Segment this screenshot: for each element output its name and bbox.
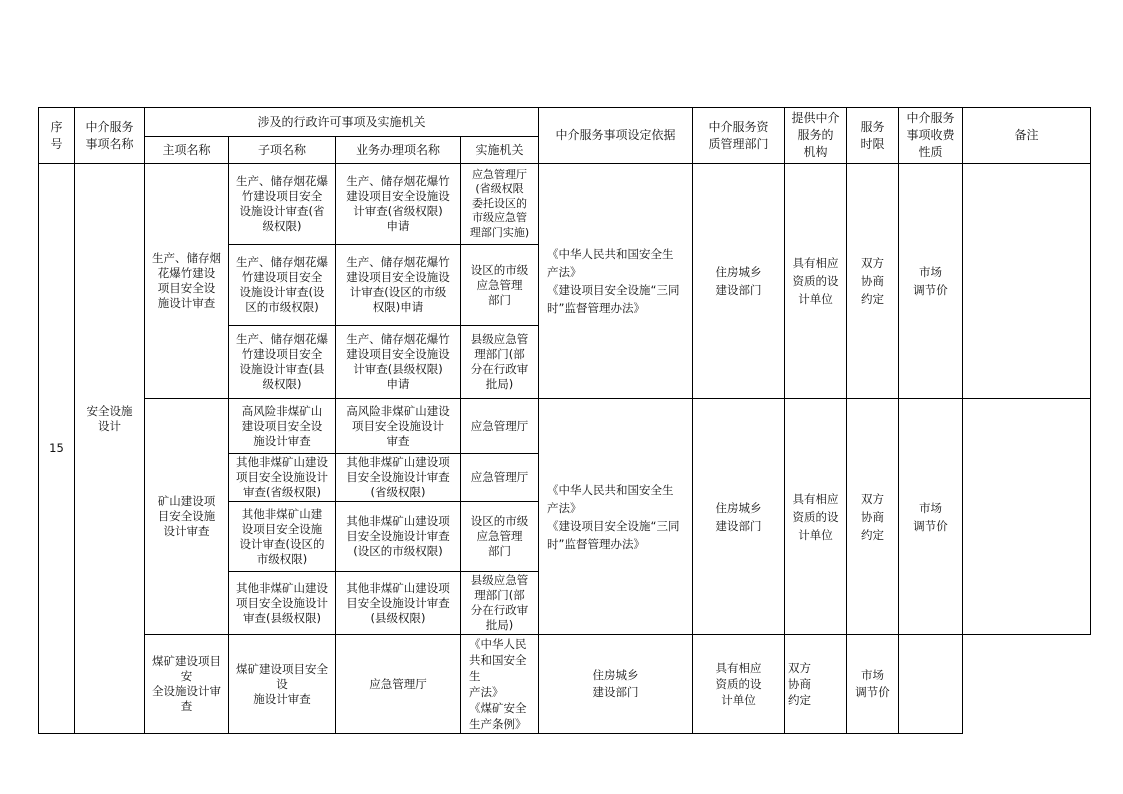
business-item: 煤矿建设项目安全设 施设计审查 — [229, 635, 336, 734]
agency: 应急管理厅 (省级权限 委托设区的 市级应急管 理部门实施) — [461, 164, 539, 245]
remarks — [963, 399, 1091, 635]
header-sub-item: 子项名称 — [229, 137, 336, 164]
time-limit: 双方 协商 约定 — [785, 635, 847, 734]
provider: 具有相应 资质的设 计单位 — [785, 399, 847, 635]
business-item: 其他非煤矿山建设项 目安全设施设计审查 (省级权限) — [336, 454, 461, 502]
sub-item: 生产、储存烟花爆 竹建设项目安全 设施设计审查(县 级权限) — [229, 326, 336, 399]
business-item: 生产、储存烟花爆竹 建设项目安全设施设 计审查(设区的市级 权限)申请 — [336, 245, 461, 326]
main-item-fireworks: 生产、储存烟 花爆竹建设 项目安全设 施设计审查 — [145, 164, 229, 399]
qualification-dept: 住房城乡 建设部门 — [693, 164, 785, 399]
provider: 具有相应 资质的设 计单位 — [785, 164, 847, 399]
header-main-item: 主项名称 — [145, 137, 229, 164]
qualification-dept: 住房城乡 建设部门 — [539, 635, 693, 734]
agency: 应急管理厅 — [336, 635, 461, 734]
header-qualification-dept: 中介服务资 质管理部门 — [693, 108, 785, 164]
fee-nature: 市场 调节价 — [899, 399, 963, 635]
header-service-name: 中介服务 事项名称 — [75, 108, 145, 164]
agency: 应急管理厅 — [461, 399, 539, 454]
sub-item: 其他非煤矿山建设 项目安全设施设计 审查(县级权限) — [229, 572, 336, 635]
sub-item: 生产、储存烟花爆 竹建设项目安全 设施设计审查(省 级权限) — [229, 164, 336, 245]
fee-nature: 市场 调节价 — [899, 164, 963, 399]
sub-item: 高风险非煤矿山 建设项目安全设 施设计审查 — [229, 399, 336, 454]
header-agency: 实施机关 — [461, 137, 539, 164]
business-item: 高风险非煤矿山建设 项目安全设施设计 审查 — [336, 399, 461, 454]
basis: 《中华人民共和国安全生 产法》 《建设项目安全设施“三同 时”监督管理办法》 — [539, 164, 693, 399]
agency: 县级应急管 理部门(部 分在行政审 批局) — [461, 326, 539, 399]
sub-item: 其他非煤矿山建 设项目安全设施 设计审查(设区的 市级权限) — [229, 502, 336, 572]
time-limit: 双方 协商 约定 — [847, 399, 899, 635]
qualification-dept: 住房城乡 建设部门 — [693, 399, 785, 635]
agency: 县级应急管 理部门(部 分在行政审 批局) — [461, 572, 539, 635]
agency: 设区的市级 应急管理 部门 — [461, 502, 539, 572]
header-business-item: 业务办理项名称 — [336, 137, 461, 164]
header-permit-group: 涉及的行政许可事项及实施机关 — [145, 108, 539, 137]
main-item-mine: 矿山建设项 目安全设施 设计审查 — [145, 399, 229, 635]
sub-item: 其他非煤矿山建设 项目安全设施设计 审查(省级权限) — [229, 454, 336, 502]
time-limit: 双方 协商 约定 — [847, 164, 899, 399]
remarks — [899, 635, 963, 734]
fee-nature: 市场 调节价 — [847, 635, 899, 734]
sub-item: 煤矿建设项目安 全设施设计审查 — [145, 635, 229, 734]
header-remarks: 备注 — [963, 108, 1091, 164]
basis: 《中华人民共和国安全生 产法》 《建设项目安全设施“三同 时”监督管理办法》 — [539, 399, 693, 635]
agency: 应急管理厅 — [461, 454, 539, 502]
business-item: 其他非煤矿山建设项 目安全设施设计审查 (县级权限) — [336, 572, 461, 635]
service-items-table — [38, 107, 1091, 734]
business-item: 生产、储存烟花爆竹 建设项目安全设施设 计审查(省级权限) 申请 — [336, 164, 461, 245]
basis: 《中华人民共和国安全生 产法》 《煤矿安全生产条例》 — [461, 635, 539, 734]
header-fee-nature: 中介服务 事项收费 性质 — [899, 108, 963, 164]
agency: 设区的市级 应急管理 部门 — [461, 245, 539, 326]
business-item: 其他非煤矿山建设项 目安全设施设计审查 (设区的市级权限) — [336, 502, 461, 572]
business-item: 生产、储存烟花爆竹 建设项目安全设施设 计审查(县级权限) 申请 — [336, 326, 461, 399]
row-service-name: 安全设施 设计 — [75, 164, 145, 734]
remarks — [963, 164, 1091, 399]
provider: 具有相应 资质的设 计单位 — [693, 635, 785, 734]
header-time-limit: 服务 时限 — [847, 108, 899, 164]
header-provider: 提供中介 服务的 机构 — [785, 108, 847, 164]
table-row — [39, 635, 1091, 734]
table-row — [39, 399, 1091, 454]
header-basis: 中介服务事项设定依据 — [539, 108, 693, 164]
table-row — [39, 164, 1091, 245]
sub-item: 生产、储存烟花爆 竹建设项目安全 设施设计审查(设 区的市级权限) — [229, 245, 336, 326]
row-seq: 15 — [39, 164, 75, 734]
header-seq: 序 号 — [39, 108, 75, 164]
